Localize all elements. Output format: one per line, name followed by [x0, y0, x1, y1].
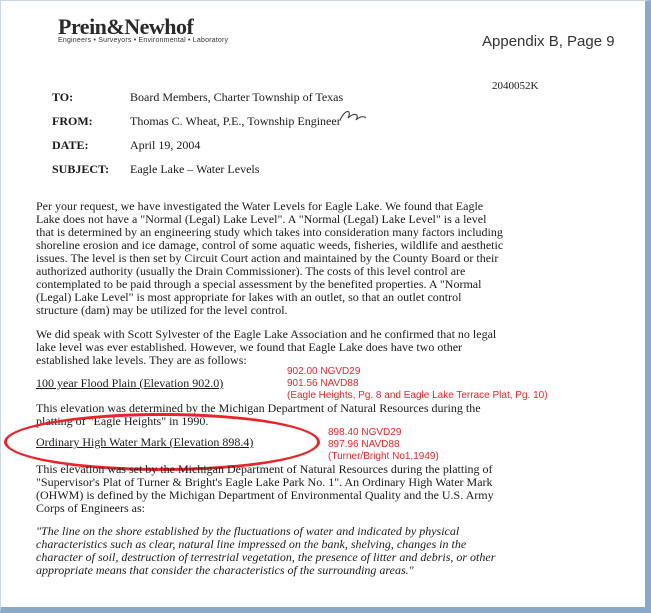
flood-plain-annotation — [287, 366, 548, 402]
annotation-line: 898.40 NGVD29 — [328, 427, 402, 438]
paragraph-2 — [36, 328, 496, 367]
para4-line: "Supervisor's Plat of Turner & Bright's Eagle Lake Park No. 1". An Ordinary High Water Mark — [36, 475, 493, 489]
from-label: FROM: — [52, 114, 93, 128]
para1-line: (Legal) Lake Level" is most appropriate for lakes with an outlet, so that an outlet control — [36, 290, 462, 304]
annotation-line: (Eagle Heights, Pg. 8 and Eagle Lake Terrace Plat, Pg. 10) — [287, 390, 548, 401]
date-value: April 19, 2004 — [130, 138, 201, 152]
paragraph-4 — [36, 463, 494, 515]
para1-line: issues. The level is then set by Circuit Court action and maintained by the County Board or their — [36, 251, 499, 265]
para2-line: established lake levels. They are as follows: — [36, 353, 247, 367]
paragraph-1 — [36, 200, 503, 317]
quote-line: character of soil, destruction of terrestrial vegetation, the presence of litter and debris, or other — [36, 550, 496, 564]
subject-value: Eagle Lake – Water Levels — [130, 162, 260, 176]
para2-line: lake level was ever established. However, we found that Eagle Lake does have two other — [36, 340, 463, 354]
quote-line: "The line on the shore established by the fluctuations of water and indicated by physical — [36, 524, 460, 538]
logo-tagline: Engineers • Surveyors • Environmental • Laboratory — [58, 37, 229, 44]
to-label: TO: — [52, 90, 74, 104]
flood-plain-heading: 100 year Flood Plain (Elevation 902.0) — [36, 376, 224, 390]
para3-line: platting of "Eagle Heights" in 1990. — [36, 414, 209, 428]
appendix-label: Appendix B, Page 9 — [482, 33, 615, 50]
subject-label: SUBJECT: — [52, 162, 110, 176]
company-logo — [58, 14, 228, 44]
quote-line: characteristics such as clear, natural line impressed on the bank, shelving, changes in the — [36, 537, 467, 551]
logo-name: Prein&Newhof — [58, 14, 194, 39]
annotation-line: 902.00 NGVD29 — [287, 366, 361, 377]
signature-initials — [338, 106, 368, 126]
annotation-line: 901.56 NAVD88 — [287, 378, 359, 389]
quote-line: appropriate means that consider the characteristics of the surrounding areas." — [36, 563, 414, 577]
para1-line: Per your request, we have investigated the Water Levels for Eagle Lake. We found that Eagle — [36, 199, 484, 213]
ohwm-annotation — [328, 427, 439, 463]
annotation-line: 897.96 NAVD88 — [328, 439, 400, 450]
ohwm-heading: Ordinary High Water Mark (Elevation 898.4) — [36, 435, 254, 449]
para1-line: contemplated to be paid through a special assessment by the benefited properties. A "Normal — [36, 277, 482, 291]
para4-line: This elevation was set by the Michigan Department of Natural Resources during the platting of — [36, 462, 493, 476]
para4-line: (OHWM) is defined by the Michigan Department of Environmental Quality and the U.S. Army — [36, 488, 494, 502]
annotation-line: (Turner/Bright No1,1949) — [328, 451, 439, 462]
para1-line: that is determined by an engineering study which takes into consideration many factors including — [36, 225, 503, 239]
date-label: DATE: — [52, 138, 89, 152]
para2-line: We did speak with Scott Sylvester of the Eagle Lake Association and he confirmed that no legal — [36, 327, 497, 341]
para1-line: Lake does not have a "Normal (Legal) Lake Level". A "Normal (Legal) Lake Level" is a level — [36, 212, 487, 226]
document-number: 2040052K — [492, 80, 539, 92]
para3-line: This elevation was determined by the Michigan Department of Natural Resources during the — [36, 401, 481, 415]
ohwm-definition-quote — [36, 525, 495, 577]
para1-line: authorized authority (usually the Drain Commissioner). The costs of this level control are — [36, 264, 466, 278]
para1-line: shoreline erosion and ice damage, control of some aquatic weeds, fisheries, wildlife and aesthetic — [36, 238, 504, 252]
para1-line: structure (dam) may be utilized for the level control. — [36, 303, 288, 317]
para4-line: Corps of Engineers as: — [36, 501, 145, 515]
from-value: Thomas C. Wheat, P.E., Township Engineer — [130, 114, 341, 128]
to-value: Board Members, Charter Township of Texas — [130, 90, 344, 104]
